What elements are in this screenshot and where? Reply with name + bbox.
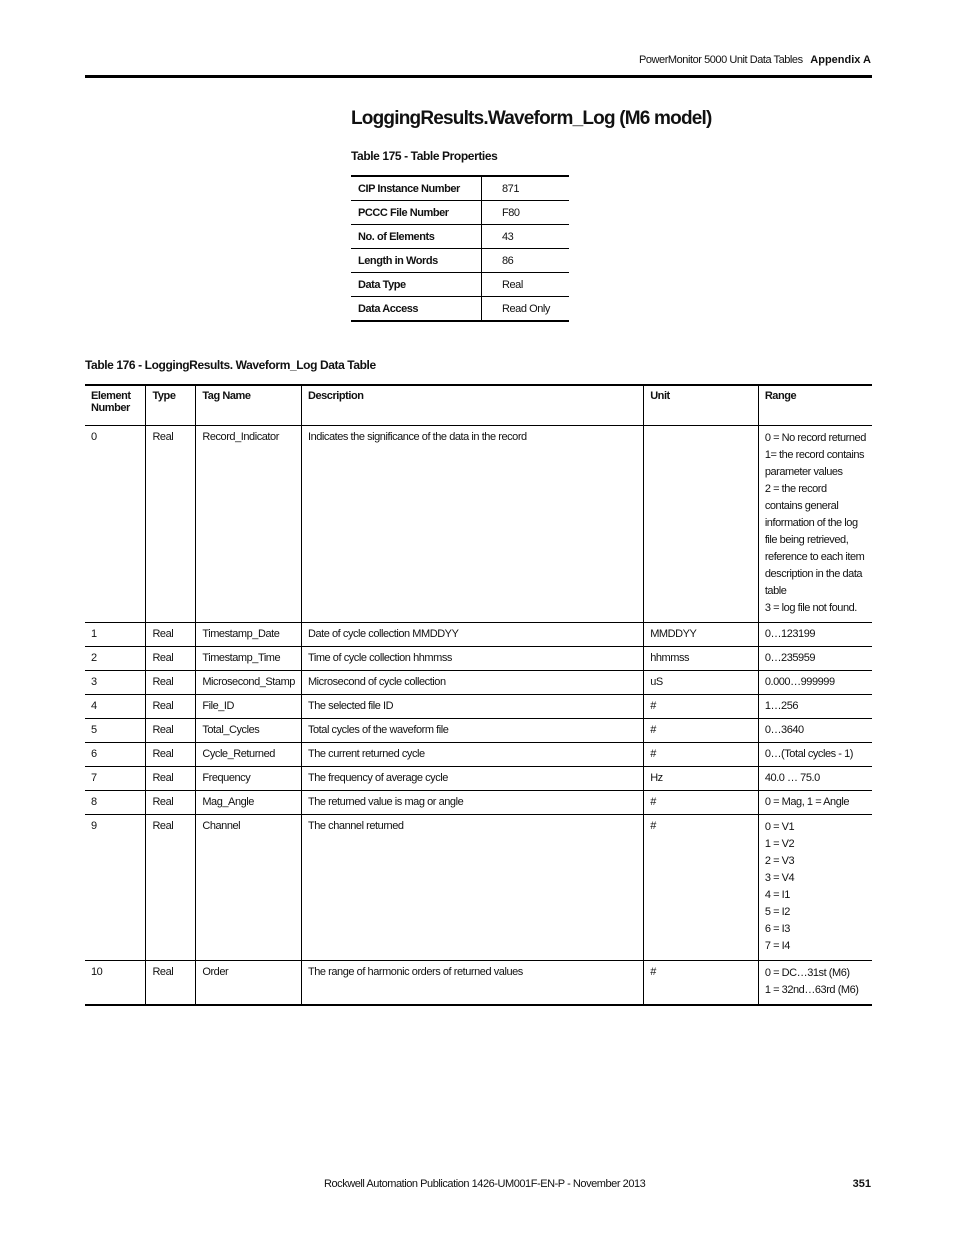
- unit-cell: #: [644, 791, 759, 815]
- range-line: 6 = I3: [764, 923, 790, 935]
- col-header-element-number: Element Number: [85, 385, 146, 426]
- table-row: [85, 647, 872, 671]
- range-cell: [758, 767, 872, 791]
- property-row: [351, 249, 569, 273]
- range-cell: [758, 671, 872, 695]
- range-cell: [758, 743, 872, 767]
- range-cell: [758, 647, 872, 671]
- unit-cell: hhmmss: [644, 647, 759, 671]
- range-cell: [758, 426, 872, 623]
- range-line: 2 = V3: [764, 855, 795, 867]
- tag-name-cell: Total_Cycles: [196, 719, 302, 743]
- range-line: 5 = I2: [764, 906, 790, 918]
- type-cell: Real: [146, 623, 196, 647]
- type-cell: Real: [146, 791, 196, 815]
- unit-cell: #: [644, 815, 759, 961]
- tag-name-cell: Cycle_Returned: [196, 743, 302, 767]
- range-cell: [758, 719, 872, 743]
- page-number: 351: [852, 1178, 871, 1190]
- property-value: Read Only: [482, 297, 570, 322]
- range-line: 1 = V2: [764, 838, 795, 850]
- property-value: F80: [482, 201, 570, 225]
- range-line: 0 = V1: [764, 821, 795, 833]
- element-number-cell: 2: [85, 647, 146, 671]
- element-number-cell: 4: [85, 695, 146, 719]
- range-line: 0 = DC…31st (M6): [764, 967, 850, 979]
- property-name: Data Type: [351, 273, 482, 297]
- running-header-appendix: Appendix A: [810, 54, 871, 66]
- unit-cell: [644, 426, 759, 623]
- header-rule: [85, 75, 872, 78]
- unit-cell: #: [644, 719, 759, 743]
- description-cell: The frequency of average cycle: [301, 767, 643, 791]
- range-line: 40.0 … 75.0: [764, 772, 820, 784]
- property-row: [351, 273, 569, 297]
- description-cell: Date of cycle collection MMDDYY: [301, 623, 643, 647]
- range-cell: [758, 791, 872, 815]
- range-cell: [758, 623, 872, 647]
- table-properties: [351, 175, 569, 322]
- range-line: 0…235959: [764, 652, 816, 664]
- property-value: 43: [482, 225, 570, 249]
- table-row: [85, 767, 872, 791]
- type-cell: Real: [146, 426, 196, 623]
- property-row: [351, 297, 569, 322]
- property-name: Length in Words: [351, 249, 482, 273]
- description-cell: The current returned cycle: [301, 743, 643, 767]
- element-number-cell: 5: [85, 719, 146, 743]
- property-name: No. of Elements: [351, 225, 482, 249]
- range-line: 2 = the record contains general information of the log file being retrieved, reference to each item description in the data table: [764, 483, 865, 597]
- unit-cell: #: [644, 961, 759, 1006]
- type-cell: Real: [146, 815, 196, 961]
- property-name: Data Access: [351, 297, 482, 322]
- element-number-cell: 10: [85, 961, 146, 1006]
- table-row: [85, 743, 872, 767]
- tag-name-cell: Frequency: [196, 767, 302, 791]
- type-cell: Real: [146, 961, 196, 1006]
- property-value: 871: [482, 176, 570, 201]
- range-cell: [758, 961, 872, 1006]
- range-line: 1 = 32nd…63rd (M6): [764, 984, 859, 996]
- element-number-cell: 9: [85, 815, 146, 961]
- element-number-cell: 3: [85, 671, 146, 695]
- tag-name-cell: Record_Indicator: [196, 426, 302, 623]
- element-number-cell: 1: [85, 623, 146, 647]
- tag-name-cell: Channel: [196, 815, 302, 961]
- table-row: [85, 961, 872, 1006]
- tag-name-cell: Timestamp_Time: [196, 647, 302, 671]
- property-row: [351, 225, 569, 249]
- table-row: [85, 671, 872, 695]
- unit-cell: MMDDYY: [644, 623, 759, 647]
- type-cell: Real: [146, 695, 196, 719]
- description-cell: Total cycles of the waveform file: [301, 719, 643, 743]
- property-value: 86: [482, 249, 570, 273]
- type-cell: Real: [146, 647, 196, 671]
- range-line: 1= the record contains parameter values: [764, 449, 865, 478]
- tag-name-cell: Timestamp_Date: [196, 623, 302, 647]
- col-header-description: Description: [301, 385, 643, 426]
- range-line: 0 = No record returned: [764, 432, 866, 444]
- range-cell: [758, 695, 872, 719]
- type-cell: Real: [146, 719, 196, 743]
- property-row: [351, 176, 569, 201]
- unit-cell: #: [644, 695, 759, 719]
- col-header-type: Type: [146, 385, 196, 426]
- type-cell: Real: [146, 743, 196, 767]
- description-cell: Indicates the significance of the data in the record: [301, 426, 643, 623]
- property-row: [351, 201, 569, 225]
- range-line: 0 = Mag, 1 = Angle: [764, 796, 850, 808]
- element-number-cell: 0: [85, 426, 146, 623]
- range-line: 0.000…999999: [764, 676, 835, 688]
- range-line: 3 = V4: [764, 872, 795, 884]
- waveform-log-data-table: [85, 384, 872, 1006]
- running-header-title: PowerMonitor 5000 Unit Data Tables: [639, 54, 803, 66]
- description-cell: The channel returned: [301, 815, 643, 961]
- table-row: [85, 695, 872, 719]
- table-row: [85, 426, 872, 623]
- type-cell: Real: [146, 767, 196, 791]
- tag-name-cell: File_ID: [196, 695, 302, 719]
- type-cell: Real: [146, 671, 196, 695]
- table-176-caption: Table 176 - LoggingResults. Waveform_Log Data Table: [85, 358, 376, 372]
- table-row: [85, 791, 872, 815]
- tag-name-cell: Mag_Angle: [196, 791, 302, 815]
- element-number-cell: 6: [85, 743, 146, 767]
- property-name: PCCC File Number: [351, 201, 482, 225]
- range-line: 1…256: [764, 700, 799, 712]
- table-175-caption: Table 175 - Table Properties: [351, 149, 498, 163]
- range-cell: [758, 815, 872, 961]
- table-header-row: [85, 385, 872, 426]
- col-header-range: Range: [758, 385, 872, 426]
- range-line: 0…3640: [764, 724, 804, 736]
- range-line: 3 = log file not found.: [764, 602, 857, 614]
- col-header-unit: Unit: [644, 385, 759, 426]
- tag-name-cell: Order: [196, 961, 302, 1006]
- description-cell: The returned value is mag or angle: [301, 791, 643, 815]
- unit-cell: Hz: [644, 767, 759, 791]
- element-number-cell: 7: [85, 767, 146, 791]
- range-line: 0…(Total cycles - 1): [764, 748, 854, 760]
- tag-name-cell: Microsecond_Stamp: [196, 671, 302, 695]
- section-title: LoggingResults.Waveform_Log (M6 model): [351, 108, 712, 129]
- table-row: [85, 719, 872, 743]
- property-value: Real: [482, 273, 570, 297]
- table-row: [85, 623, 872, 647]
- description-cell: The range of harmonic orders of returned values: [301, 961, 643, 1006]
- property-name: CIP Instance Number: [351, 176, 482, 201]
- description-cell: Microsecond of cycle collection: [301, 671, 643, 695]
- unit-cell: #: [644, 743, 759, 767]
- description-cell: Time of cycle collection hhmmss: [301, 647, 643, 671]
- description-cell: The selected file ID: [301, 695, 643, 719]
- element-number-cell: 8: [85, 791, 146, 815]
- unit-cell: uS: [644, 671, 759, 695]
- footer-publication: Rockwell Automation Publication 1426-UM001F-EN-P - November 2013: [324, 1178, 646, 1190]
- range-line: 7 = I4: [764, 940, 790, 952]
- range-line: 0…123199: [764, 628, 816, 640]
- range-line: 4 = I1: [764, 889, 790, 901]
- col-header-tag-name: Tag Name: [196, 385, 302, 426]
- table-row: [85, 815, 872, 961]
